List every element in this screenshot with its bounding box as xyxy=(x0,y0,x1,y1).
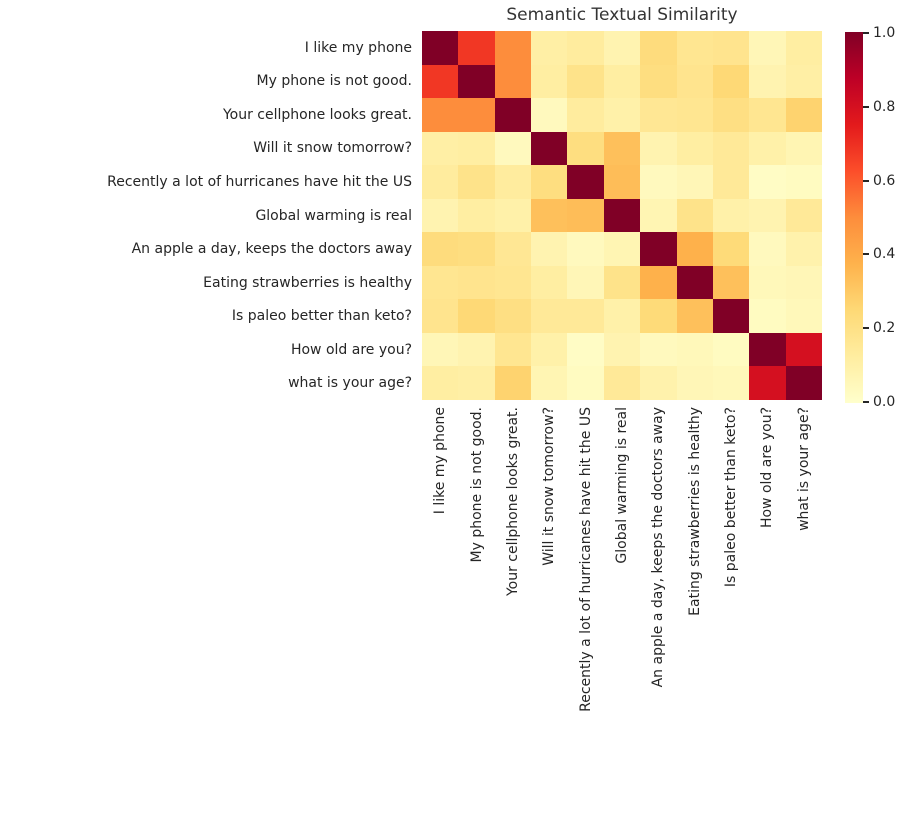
heatmap-cell xyxy=(786,299,822,333)
x-axis-label: Your cellphone looks great. xyxy=(504,407,521,597)
heatmap-cell xyxy=(458,165,494,199)
heatmap-cell xyxy=(677,199,713,233)
heatmap-cell xyxy=(640,266,676,300)
heatmap-cell xyxy=(640,199,676,233)
colorbar-tick xyxy=(863,32,869,34)
heatmap-cell xyxy=(604,299,640,333)
heatmap-cell xyxy=(604,232,640,266)
heatmap-cell xyxy=(531,98,567,132)
heatmap-cell xyxy=(677,98,713,132)
colorbar-tick-label: 0.6 xyxy=(873,172,896,189)
y-axis-labels xyxy=(0,31,412,400)
heatmap-cell xyxy=(422,333,458,367)
colorbar-tick xyxy=(863,401,869,403)
heatmap-cell xyxy=(458,65,494,99)
heatmap-cell xyxy=(531,232,567,266)
heatmap-cell xyxy=(422,266,458,300)
heatmap-cell xyxy=(749,333,785,367)
colorbar-tick xyxy=(863,180,869,182)
x-axis-label: An apple a day, keeps the doctors away xyxy=(650,407,667,688)
heatmap-cell xyxy=(495,333,531,367)
heatmap-cell xyxy=(786,165,822,199)
heatmap-cell xyxy=(495,199,531,233)
heatmap-cell xyxy=(458,132,494,166)
colorbar-tick-label: 0.0 xyxy=(873,394,896,410)
y-axis-label: I like my phone xyxy=(304,39,412,56)
heatmap-cell xyxy=(713,165,749,199)
heatmap-cell xyxy=(604,266,640,300)
y-axis-label: An apple a day, keeps the doctors away xyxy=(131,241,412,258)
x-axis-label: My phone is not good. xyxy=(468,407,485,563)
heatmap-cell xyxy=(531,366,567,400)
heatmap-cell xyxy=(531,132,567,166)
y-axis-label: Your cellphone looks great. xyxy=(222,106,412,123)
y-axis-label: what is your age? xyxy=(288,375,412,392)
heatmap-cell xyxy=(713,366,749,400)
heatmap-cell xyxy=(604,132,640,166)
heatmap-cell xyxy=(749,199,785,233)
heatmap-cell xyxy=(422,366,458,400)
x-axis-label-slot xyxy=(749,407,785,819)
heatmap-cell xyxy=(567,266,603,300)
x-axis-label-slot xyxy=(567,407,603,819)
heatmap-cell xyxy=(422,31,458,65)
heatmap-cell xyxy=(786,266,822,300)
heatmap-cell xyxy=(749,366,785,400)
heatmap-cell xyxy=(604,165,640,199)
heatmap-cell xyxy=(640,232,676,266)
heatmap-cell xyxy=(640,165,676,199)
x-axis-label-slot xyxy=(531,407,567,819)
y-axis-label: Is paleo better than keto? xyxy=(231,308,412,325)
y-axis-label: My phone is not good. xyxy=(256,73,412,90)
heatmap-cell xyxy=(567,299,603,333)
heatmap-cell xyxy=(749,165,785,199)
heatmap-cell xyxy=(495,266,531,300)
x-axis-label: what is your age? xyxy=(795,407,812,531)
heatmap-cell xyxy=(749,65,785,99)
heatmap-cell xyxy=(677,299,713,333)
heatmap-cell xyxy=(640,132,676,166)
colorbar xyxy=(845,32,863,403)
heatmap-cell xyxy=(604,366,640,400)
heatmap-cell xyxy=(677,333,713,367)
heatmap-cell xyxy=(604,333,640,367)
x-axis-label: How old are you? xyxy=(759,407,776,529)
x-axis-label: Global warming is real xyxy=(613,407,630,564)
heatmap-cell xyxy=(531,266,567,300)
heatmap-cell xyxy=(749,132,785,166)
heatmap-cell xyxy=(531,65,567,99)
heatmap-cell xyxy=(786,65,822,99)
x-axis-label-slot xyxy=(458,407,494,819)
heatmap-cell xyxy=(567,98,603,132)
heatmap-cell xyxy=(531,165,567,199)
heatmap-cell xyxy=(749,266,785,300)
heatmap-cell xyxy=(458,299,494,333)
heatmap-cell xyxy=(567,31,603,65)
y-axis-label: Will it snow tomorrow? xyxy=(253,140,412,157)
heatmap-cell xyxy=(713,199,749,233)
heatmap-cell xyxy=(567,232,603,266)
heatmap-cell xyxy=(567,65,603,99)
heatmap-cell xyxy=(713,232,749,266)
heatmap-cell xyxy=(422,299,458,333)
y-axis-label: How old are you? xyxy=(290,341,412,358)
heatmap-cell xyxy=(567,132,603,166)
heatmap-cell xyxy=(495,132,531,166)
colorbar-tick-label: 0.8 xyxy=(873,98,896,115)
heatmap-cell xyxy=(567,165,603,199)
heatmap-cell xyxy=(677,31,713,65)
heatmap-cell xyxy=(458,333,494,367)
heatmap-cell xyxy=(495,65,531,99)
heatmap-cell xyxy=(458,31,494,65)
heatmap-cell xyxy=(604,31,640,65)
heatmap-cell xyxy=(677,366,713,400)
heatmap-cell xyxy=(713,98,749,132)
heatmap-cell xyxy=(604,199,640,233)
heatmap-cell xyxy=(786,366,822,400)
heatmap-cell xyxy=(677,165,713,199)
colorbar-tick-label: 1.0 xyxy=(873,25,896,41)
colorbar-tick xyxy=(863,327,869,329)
heatmap-cell xyxy=(640,366,676,400)
x-axis-label-slot xyxy=(640,407,676,819)
x-axis-label-slot xyxy=(677,407,713,819)
x-axis-label-slot xyxy=(422,407,458,819)
heatmap-cell xyxy=(495,299,531,333)
heatmap-cell xyxy=(531,299,567,333)
heatmap-cell xyxy=(749,232,785,266)
heatmap-cell xyxy=(422,98,458,132)
colorbar-tick xyxy=(863,253,869,255)
y-axis-label: Global warming is real xyxy=(255,207,412,224)
heatmap-cell xyxy=(422,199,458,233)
heatmap-cell xyxy=(786,333,822,367)
heatmap-cell xyxy=(604,98,640,132)
heatmap-cell xyxy=(677,232,713,266)
colorbar-tick-label: 0.4 xyxy=(873,246,896,263)
heatmap-cell xyxy=(531,199,567,233)
heatmap-cell xyxy=(458,199,494,233)
heatmap-cell xyxy=(567,333,603,367)
heatmap-cell xyxy=(422,65,458,99)
heatmap-cell xyxy=(713,31,749,65)
chart-title: Semantic Textual Similarity xyxy=(506,5,738,25)
heatmap-cell xyxy=(786,132,822,166)
heatmap-cell xyxy=(495,98,531,132)
heatmap-cell xyxy=(713,65,749,99)
heatmap-cell xyxy=(495,165,531,199)
heatmap-cell xyxy=(531,333,567,367)
heatmap-cell xyxy=(786,199,822,233)
heatmap-cell xyxy=(640,299,676,333)
heatmap-cell xyxy=(713,333,749,367)
heatmap-cell xyxy=(458,366,494,400)
heatmap-cell xyxy=(713,299,749,333)
heatmap-cell xyxy=(677,65,713,99)
heatmap-cell xyxy=(677,266,713,300)
heatmap-cell xyxy=(677,132,713,166)
heatmap-cell xyxy=(640,31,676,65)
heatmap-cell xyxy=(458,266,494,300)
heatmap-cell xyxy=(422,165,458,199)
heatmap-cell xyxy=(749,299,785,333)
x-axis-label-slot xyxy=(604,407,640,819)
x-axis-label-slot xyxy=(713,407,749,819)
heatmap-cell xyxy=(458,232,494,266)
x-axis-label: I like my phone xyxy=(432,407,449,515)
heatmap-cell xyxy=(422,132,458,166)
heatmap-cell xyxy=(640,65,676,99)
heatmap-cell xyxy=(495,232,531,266)
heatmap-cell xyxy=(567,199,603,233)
heatmap-cell xyxy=(640,98,676,132)
heatmap-cell xyxy=(567,366,603,400)
x-axis-label-slot xyxy=(786,407,822,819)
heatmap-cell xyxy=(786,31,822,65)
heatmap-cell xyxy=(749,98,785,132)
heatmap-cell xyxy=(604,65,640,99)
y-axis-label: Eating strawberries is healthy xyxy=(203,274,412,291)
x-axis-label: Recently a lot of hurricanes have hit the US xyxy=(577,407,594,712)
heatmap-cell xyxy=(422,232,458,266)
x-axis-label-slot xyxy=(495,407,531,819)
heatmap-cell xyxy=(531,31,567,65)
heatmap-cell xyxy=(495,31,531,65)
heatmap-cell xyxy=(713,132,749,166)
heatmap-cell xyxy=(458,98,494,132)
heatmap-cell xyxy=(713,266,749,300)
x-axis-label: Will it snow tomorrow? xyxy=(541,407,558,566)
heatmap-cell xyxy=(640,333,676,367)
heatmap-cell xyxy=(749,31,785,65)
colorbar-tick-label: 0.2 xyxy=(873,320,896,337)
colorbar-tick xyxy=(863,106,869,108)
y-axis-label: Recently a lot of hurricanes have hit the US xyxy=(107,173,412,190)
heatmap-cell xyxy=(786,98,822,132)
heatmap-cell xyxy=(786,232,822,266)
x-axis-label: Is paleo better than keto? xyxy=(723,407,740,588)
heatmap-cell xyxy=(495,366,531,400)
heatmap-grid xyxy=(422,31,822,400)
x-axis-labels xyxy=(422,407,822,819)
x-axis-label: Eating strawberries is healthy xyxy=(686,407,703,616)
